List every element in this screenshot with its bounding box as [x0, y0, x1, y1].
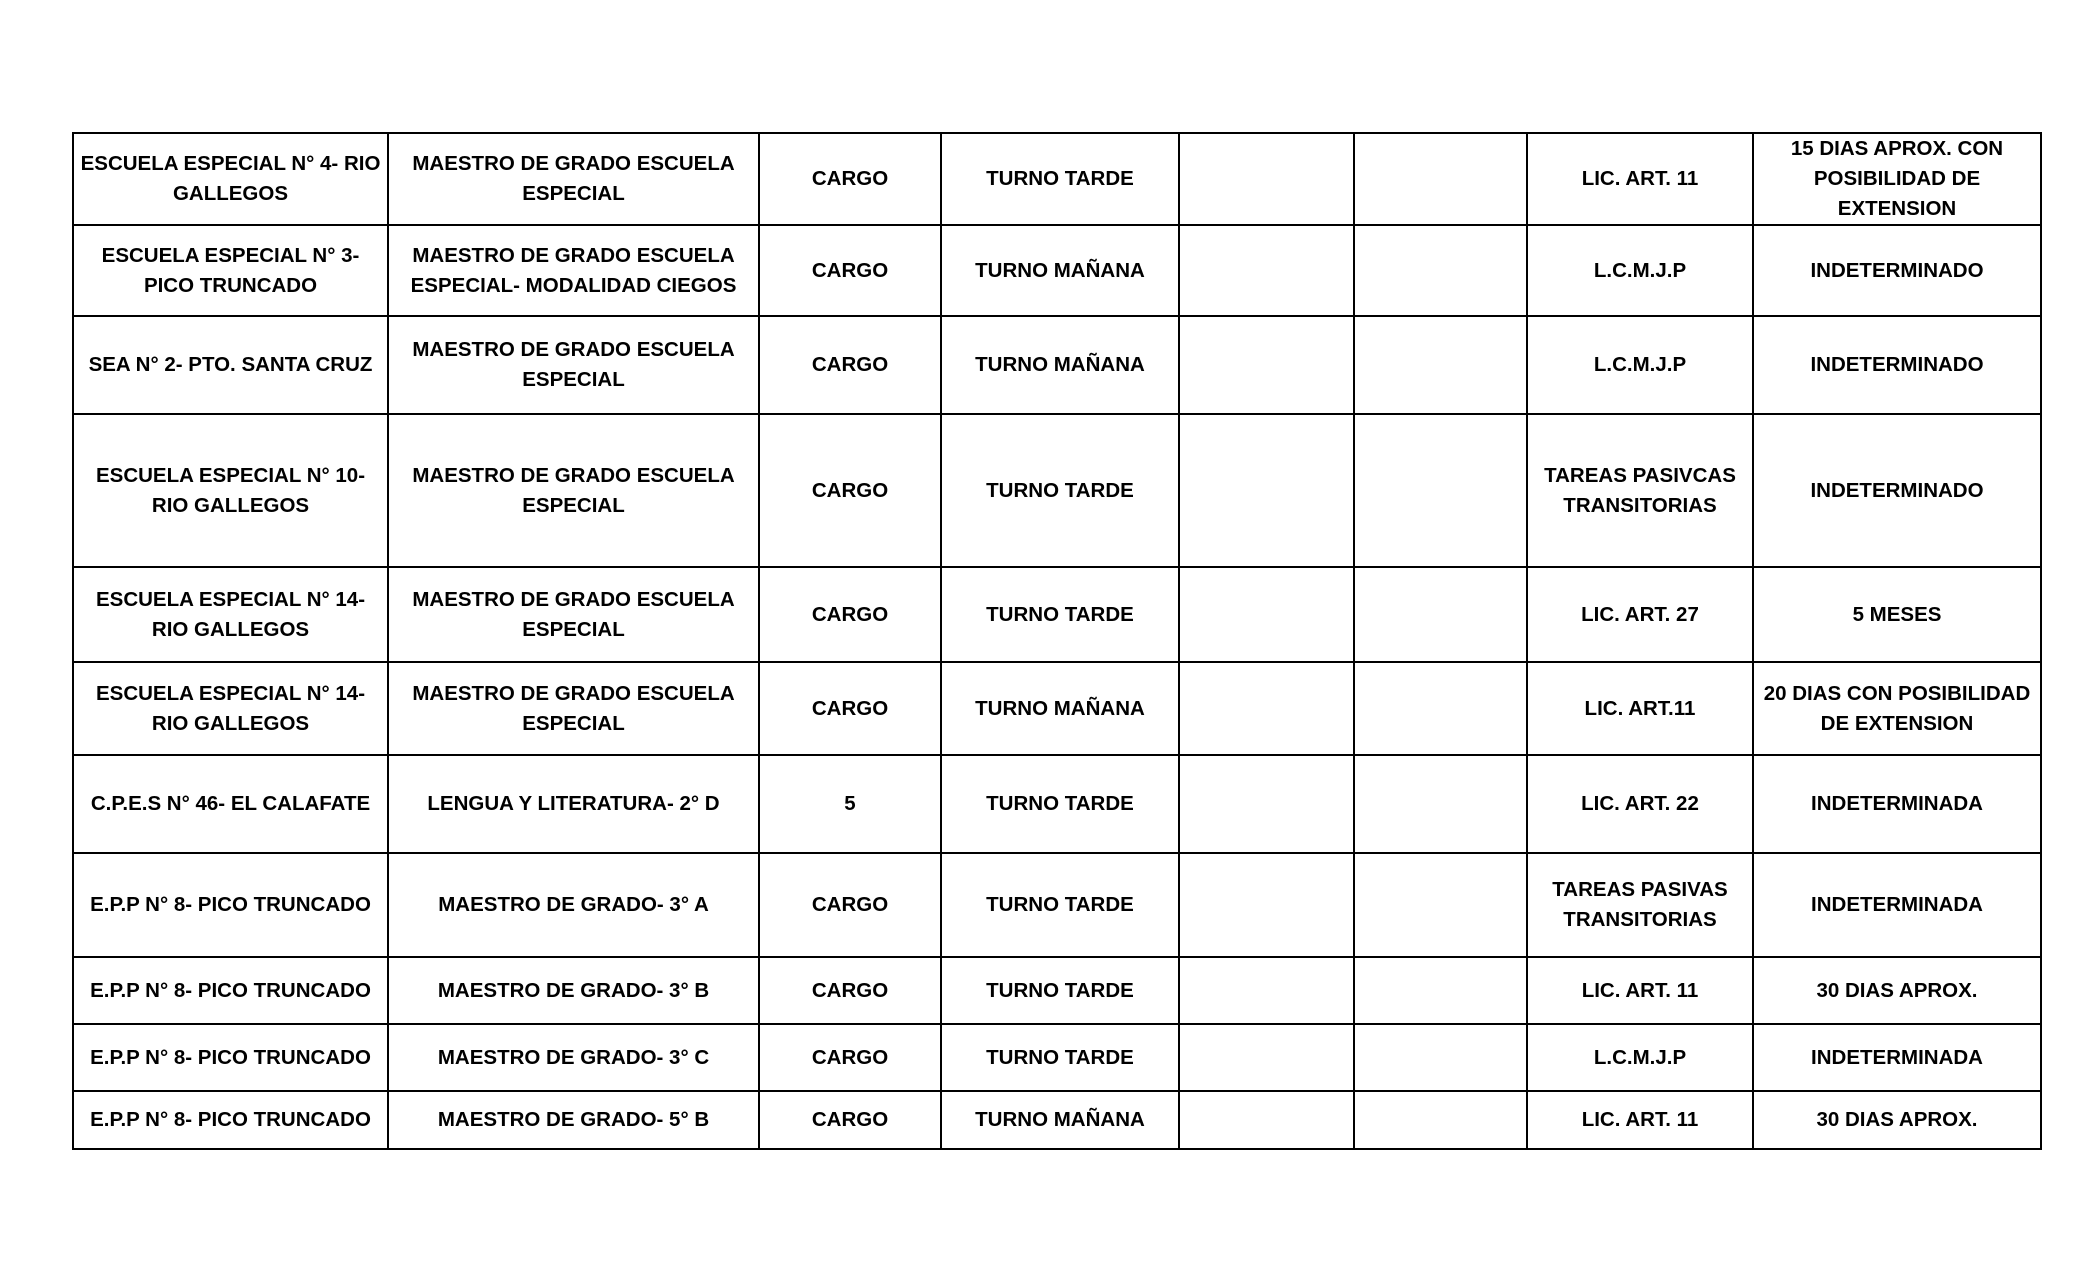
table-row: [73, 662, 2041, 755]
cell-shift: TURNO TARDE: [941, 957, 1179, 1024]
cell-school: ESCUELA ESPECIAL N° 14- RIO GALLEGOS: [73, 567, 388, 662]
cell-school: ESCUELA ESPECIAL N° 10- RIO GALLEGOS: [73, 414, 388, 567]
cell-reason: TAREAS PASIVCAS TRANSITORIAS: [1527, 414, 1753, 567]
vacancies-table-body: [73, 133, 2041, 1149]
table-row: [73, 567, 2041, 662]
cell-school: E.P.P N° 8- PICO TRUNCADO: [73, 853, 388, 957]
cell-shift: TURNO MAÑANA: [941, 316, 1179, 414]
cell-school: ESCUELA ESPECIAL N° 3- PICO TRUNCADO: [73, 225, 388, 316]
table-row: [73, 755, 2041, 853]
table-row: [73, 1024, 2041, 1091]
cell-school: SEA N° 2- PTO. SANTA CRUZ: [73, 316, 388, 414]
cell-empty-6: [1354, 316, 1527, 414]
cell-empty-6: [1354, 414, 1527, 567]
cell-empty-6: [1354, 1091, 1527, 1149]
cell-empty-6: [1354, 1024, 1527, 1091]
cell-reason: LIC. ART. 27: [1527, 567, 1753, 662]
cell-duration: INDETERMINADA: [1753, 1024, 2041, 1091]
cell-empty-5: [1179, 957, 1354, 1024]
cell-shift: TURNO TARDE: [941, 133, 1179, 225]
cell-duration: INDETERMINADO: [1753, 414, 2041, 567]
cell-reason: L.C.M.J.P: [1527, 1024, 1753, 1091]
cell-school: ESCUELA ESPECIAL N° 14- RIO GALLEGOS: [73, 662, 388, 755]
cell-type: CARGO: [759, 662, 941, 755]
cell-position: MAESTRO DE GRADO ESCUELA ESPECIAL: [388, 662, 759, 755]
table-row: [73, 225, 2041, 316]
cell-duration: INDETERMINADO: [1753, 225, 2041, 316]
cell-reason: LIC. ART. 11: [1527, 133, 1753, 225]
cell-empty-5: [1179, 662, 1354, 755]
cell-school: E.P.P N° 8- PICO TRUNCADO: [73, 1091, 388, 1149]
cell-position: MAESTRO DE GRADO ESCUELA ESPECIAL: [388, 414, 759, 567]
cell-school: E.P.P N° 8- PICO TRUNCADO: [73, 957, 388, 1024]
cell-type: CARGO: [759, 1091, 941, 1149]
cell-position: MAESTRO DE GRADO ESCUELA ESPECIAL: [388, 316, 759, 414]
table-row: [73, 133, 2041, 225]
cell-shift: TURNO TARDE: [941, 853, 1179, 957]
cell-position: MAESTRO DE GRADO ESCUELA ESPECIAL- MODALIDAD CIEGOS: [388, 225, 759, 316]
cell-reason: LIC. ART. 22: [1527, 755, 1753, 853]
cell-shift: TURNO MAÑANA: [941, 662, 1179, 755]
cell-type: CARGO: [759, 133, 941, 225]
cell-duration: 30 DIAS APROX.: [1753, 1091, 2041, 1149]
cell-shift: TURNO TARDE: [941, 414, 1179, 567]
cell-empty-5: [1179, 1091, 1354, 1149]
cell-reason: LIC. ART.11: [1527, 662, 1753, 755]
cell-type: CARGO: [759, 225, 941, 316]
cell-empty-6: [1354, 567, 1527, 662]
cell-duration: 30 DIAS APROX.: [1753, 957, 2041, 1024]
cell-shift: TURNO TARDE: [941, 1024, 1179, 1091]
cell-duration: INDETERMINADA: [1753, 755, 2041, 853]
cell-empty-6: [1354, 853, 1527, 957]
cell-empty-5: [1179, 316, 1354, 414]
table-row: [73, 316, 2041, 414]
cell-duration: INDETERMINADO: [1753, 316, 2041, 414]
cell-type: CARGO: [759, 414, 941, 567]
cell-type: CARGO: [759, 1024, 941, 1091]
cell-position: MAESTRO DE GRADO- 3° B: [388, 957, 759, 1024]
cell-empty-5: [1179, 133, 1354, 225]
cell-empty-6: [1354, 225, 1527, 316]
cell-shift: TURNO MAÑANA: [941, 225, 1179, 316]
cell-type: CARGO: [759, 853, 941, 957]
cell-shift: TURNO TARDE: [941, 567, 1179, 662]
table-row: [73, 1091, 2041, 1149]
cell-position: MAESTRO DE GRADO- 5° B: [388, 1091, 759, 1149]
cell-empty-6: [1354, 662, 1527, 755]
cell-empty-6: [1354, 133, 1527, 225]
cell-reason: L.C.M.J.P: [1527, 225, 1753, 316]
cell-position: MAESTRO DE GRADO- 3° C: [388, 1024, 759, 1091]
cell-reason: TAREAS PASIVAS TRANSITORIAS: [1527, 853, 1753, 957]
cell-reason: L.C.M.J.P: [1527, 316, 1753, 414]
cell-duration: 15 DIAS APROX. CON POSIBILIDAD DE EXTENSION: [1753, 133, 2041, 225]
cell-empty-6: [1354, 957, 1527, 1024]
cell-empty-5: [1179, 853, 1354, 957]
cell-type: CARGO: [759, 957, 941, 1024]
cell-school: E.P.P N° 8- PICO TRUNCADO: [73, 1024, 388, 1091]
cell-type: CARGO: [759, 316, 941, 414]
cell-position: MAESTRO DE GRADO ESCUELA ESPECIAL: [388, 567, 759, 662]
cell-position: LENGUA Y LITERATURA- 2° D: [388, 755, 759, 853]
cell-duration: 5 MESES: [1753, 567, 2041, 662]
cell-duration: INDETERMINADA: [1753, 853, 2041, 957]
cell-reason: LIC. ART. 11: [1527, 957, 1753, 1024]
cell-empty-5: [1179, 414, 1354, 567]
table-row: [73, 414, 2041, 567]
cell-school: C.P.E.S N° 46- EL CALAFATE: [73, 755, 388, 853]
cell-empty-5: [1179, 567, 1354, 662]
cell-school: ESCUELA ESPECIAL N° 4- RIO GALLEGOS: [73, 133, 388, 225]
cell-shift: TURNO TARDE: [941, 755, 1179, 853]
cell-shift: TURNO MAÑANA: [941, 1091, 1179, 1149]
cell-empty-5: [1179, 1024, 1354, 1091]
cell-type: CARGO: [759, 567, 941, 662]
cell-empty-5: [1179, 755, 1354, 853]
table-row: [73, 957, 2041, 1024]
table-row: [73, 853, 2041, 957]
cell-duration: 20 DIAS CON POSIBILIDAD DE EXTENSION: [1753, 662, 2041, 755]
cell-position: MAESTRO DE GRADO ESCUELA ESPECIAL: [388, 133, 759, 225]
cell-position: MAESTRO DE GRADO- 3° A: [388, 853, 759, 957]
cell-type: 5: [759, 755, 941, 853]
cell-empty-5: [1179, 225, 1354, 316]
vacancies-table: [72, 132, 2042, 1150]
cell-reason: LIC. ART. 11: [1527, 1091, 1753, 1149]
cell-empty-6: [1354, 755, 1527, 853]
